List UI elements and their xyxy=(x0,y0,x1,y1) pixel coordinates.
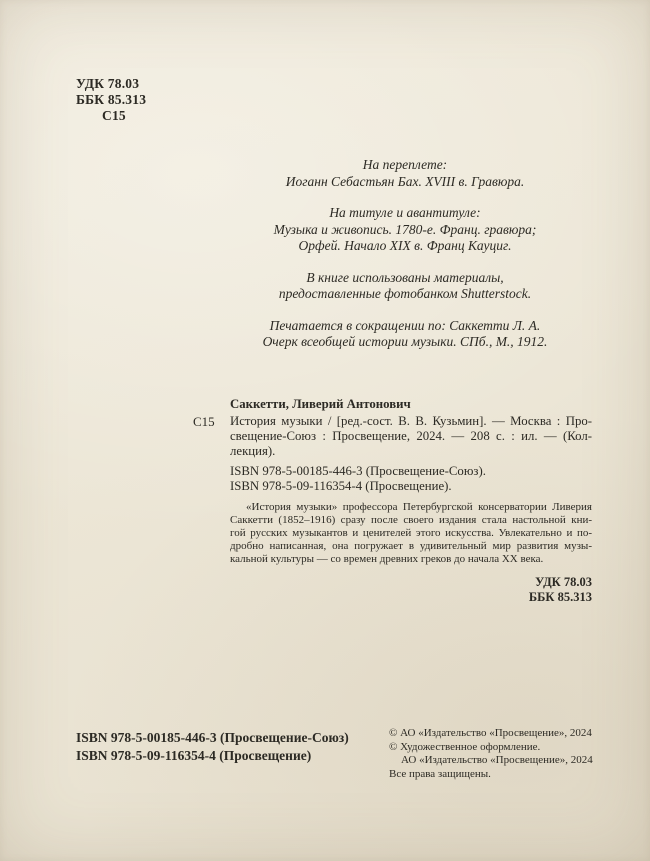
copyright-block xyxy=(389,727,604,781)
catalog-isbn-block xyxy=(230,464,592,494)
top-classification-codes xyxy=(76,76,146,124)
catalog-classification-codes xyxy=(230,575,592,605)
bib-line: лекция). xyxy=(230,444,276,458)
footer-isbn-2: ISBN 978-5-09-116354-4 (Просвещение) xyxy=(76,748,312,763)
footer-isbn-block xyxy=(76,729,349,765)
credit-group-source-edition xyxy=(210,318,600,351)
cover-credits-block xyxy=(210,157,600,366)
credit-line: Очерк всеобщей истории музыки. СПб., М., 1912. xyxy=(262,334,548,349)
credit-line: На титуле и авантитуле: xyxy=(329,205,481,220)
bib-line: свещение-Союз : Просвещение, 2024. — 208 с. : ил. — (Кол- xyxy=(230,429,592,443)
isbn-line-1: ISBN 978-5-00185-446-3 (Просвещение-Союз). xyxy=(230,464,486,478)
credit-line: На переплете: xyxy=(362,157,448,172)
credit-line: Орфей. Начало XIX в. Франц Кауциг. xyxy=(298,238,512,253)
copyright-line: Все права защищены. xyxy=(389,767,491,780)
footer-isbn-1: ISBN 978-5-00185-446-3 (Просвещение-Союз) xyxy=(76,730,349,745)
udk-code: УДК 78.03 xyxy=(76,76,140,91)
catalog-card xyxy=(230,397,592,605)
credit-line: Иоганн Себастьян Бах. XVIII в. Гравюра. xyxy=(285,173,525,189)
credit-group-title-pages xyxy=(210,205,600,255)
annotation-paragraph xyxy=(230,501,592,566)
credit-group-stock-photos xyxy=(210,270,600,303)
copyright-line: © Художественное оформление. xyxy=(389,740,541,753)
bib-line: История музыки / [ред.-сост. В. В. Кузьмин]. — Москва : Про- xyxy=(230,414,592,428)
credit-line: предоставленные фотобанком Shutterstock. xyxy=(278,286,532,301)
annotation-line: Саккетти (1852–1916) сразу после своего издания стала настольной кни- xyxy=(230,514,592,526)
credit-group-binding xyxy=(210,157,600,190)
annotation-line: «История музыки» профессора Петербургской консерватории Ливерия xyxy=(246,501,592,513)
annotation-line: дробно написанная, она погружает в удивительный мир развития музы- xyxy=(230,540,592,552)
bibliographic-description xyxy=(230,414,592,459)
credit-line: Музыка и живопись. 1780-е. Франц. гравюра; xyxy=(273,221,537,237)
copyright-line: © АО «Издательство «Просвещение», 2024 xyxy=(389,727,592,739)
author-sign-code: С15 xyxy=(102,108,126,123)
annotation-line: кальной культуры — со времен древних греков до начала XX века. xyxy=(230,553,544,565)
isbn-line-2: ISBN 978-5-09-116354-4 (Просвещение). xyxy=(230,479,452,493)
catalog-udk-code: УДК 78.03 xyxy=(535,575,592,589)
copyright-line: АО «Издательство «Просвещение», 2024 xyxy=(401,754,593,766)
catalog-bbk-code: ББК 85.313 xyxy=(528,590,592,604)
annotation-line: гой русских музыкантов и ценителей этого искусства. Увлекательно и по- xyxy=(230,527,592,539)
credit-line: Печатается в сокращении по: Саккетти Л. А. xyxy=(269,317,541,333)
catalog-author: Саккетти, Ливерий Антонович xyxy=(230,397,411,411)
credit-line: В книге использованы материалы, xyxy=(306,269,504,285)
catalog-card-sign: С15 xyxy=(193,414,215,429)
bbk-code: ББК 85.313 xyxy=(76,92,147,107)
